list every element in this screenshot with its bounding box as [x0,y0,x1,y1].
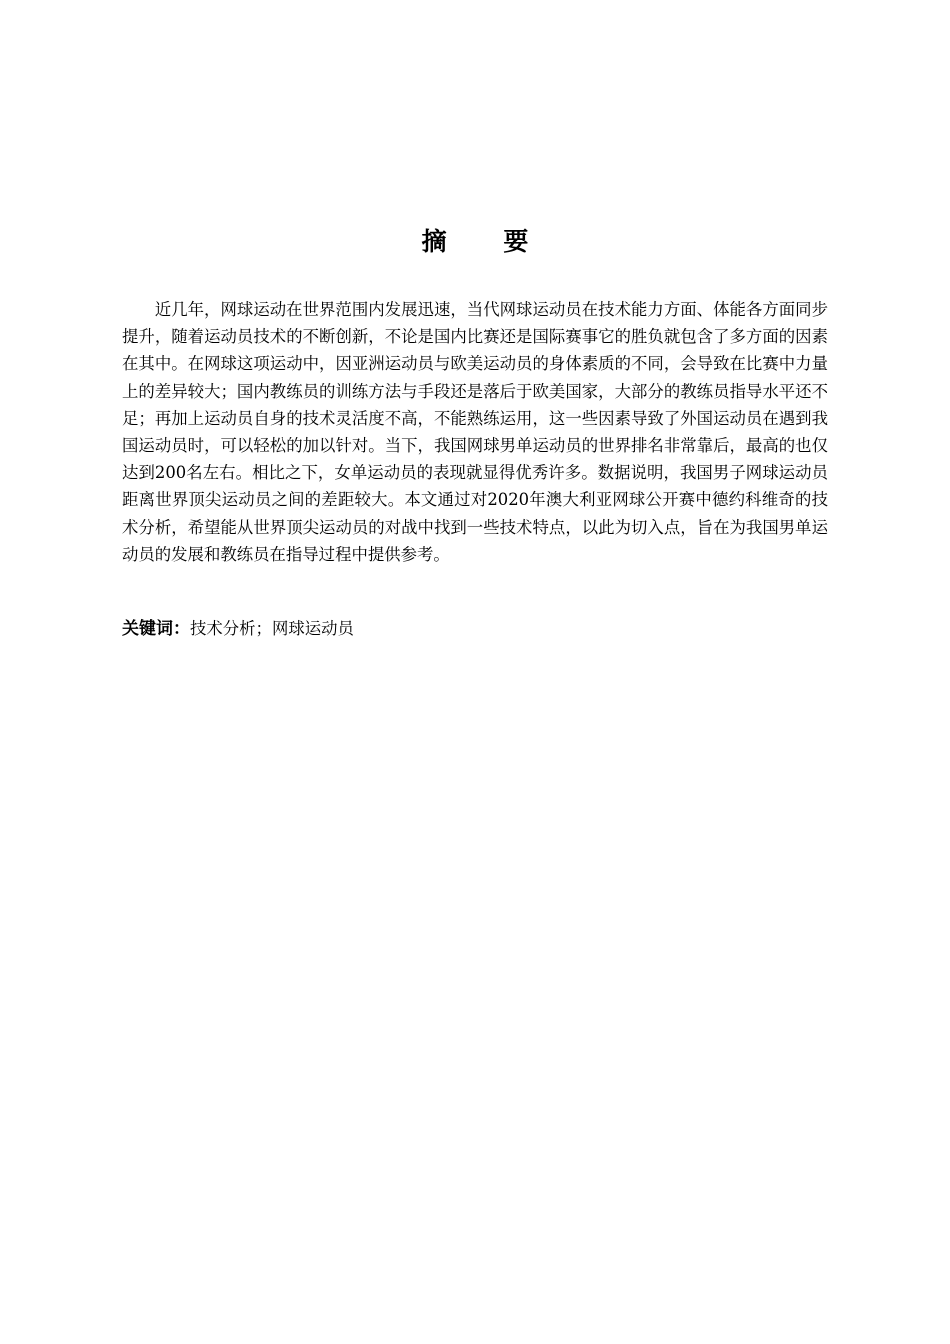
keywords-value: 技术分析；网球运动员 [190,619,354,638]
keywords-line [122,615,828,643]
keywords-label: 关键词： [122,619,190,639]
abstract-title: 摘 要 [421,227,553,256]
abstract-body: 近几年，网球运动在世界范围内发展迅速，当代网球运动员在技术能力方面、体能各方面同步提升，随着运动员技术的不断创新，不论是国内比赛还是国际赛事它的胜负就包含了多方面的因素在其中。在网球这项运动中，因亚洲运动员与欧美运动员的身体素质的不同，会导致在比赛中力量上的差异较大；国内教练员的训练方法与手段还是落后于欧美国家，大部分的教练员指导水平还不足；再加上运动员自身的技术灵活度不高，不能熟练运用，这一些因素导致了外国运动员在遇到我国运动员时，可以轻松的加以针对。当下，我国网球男单运动员的世界排名非常靠后，最高的也仅达到200名左右。相比之下，女单运动员的表现就显得优秀许多。数据说明，我国男子网球运动员距离世界顶尖运动员之间的差距较大。本文通过对2020年澳大利亚网球公开赛中德约科维奇的技术分析，希望能从世界顶尖运动员的对战中找到一些技术特点，以此为切入点，旨在为我国男单运动员的发展和教练员在指导过程中提供参考。 [122,300,828,564]
